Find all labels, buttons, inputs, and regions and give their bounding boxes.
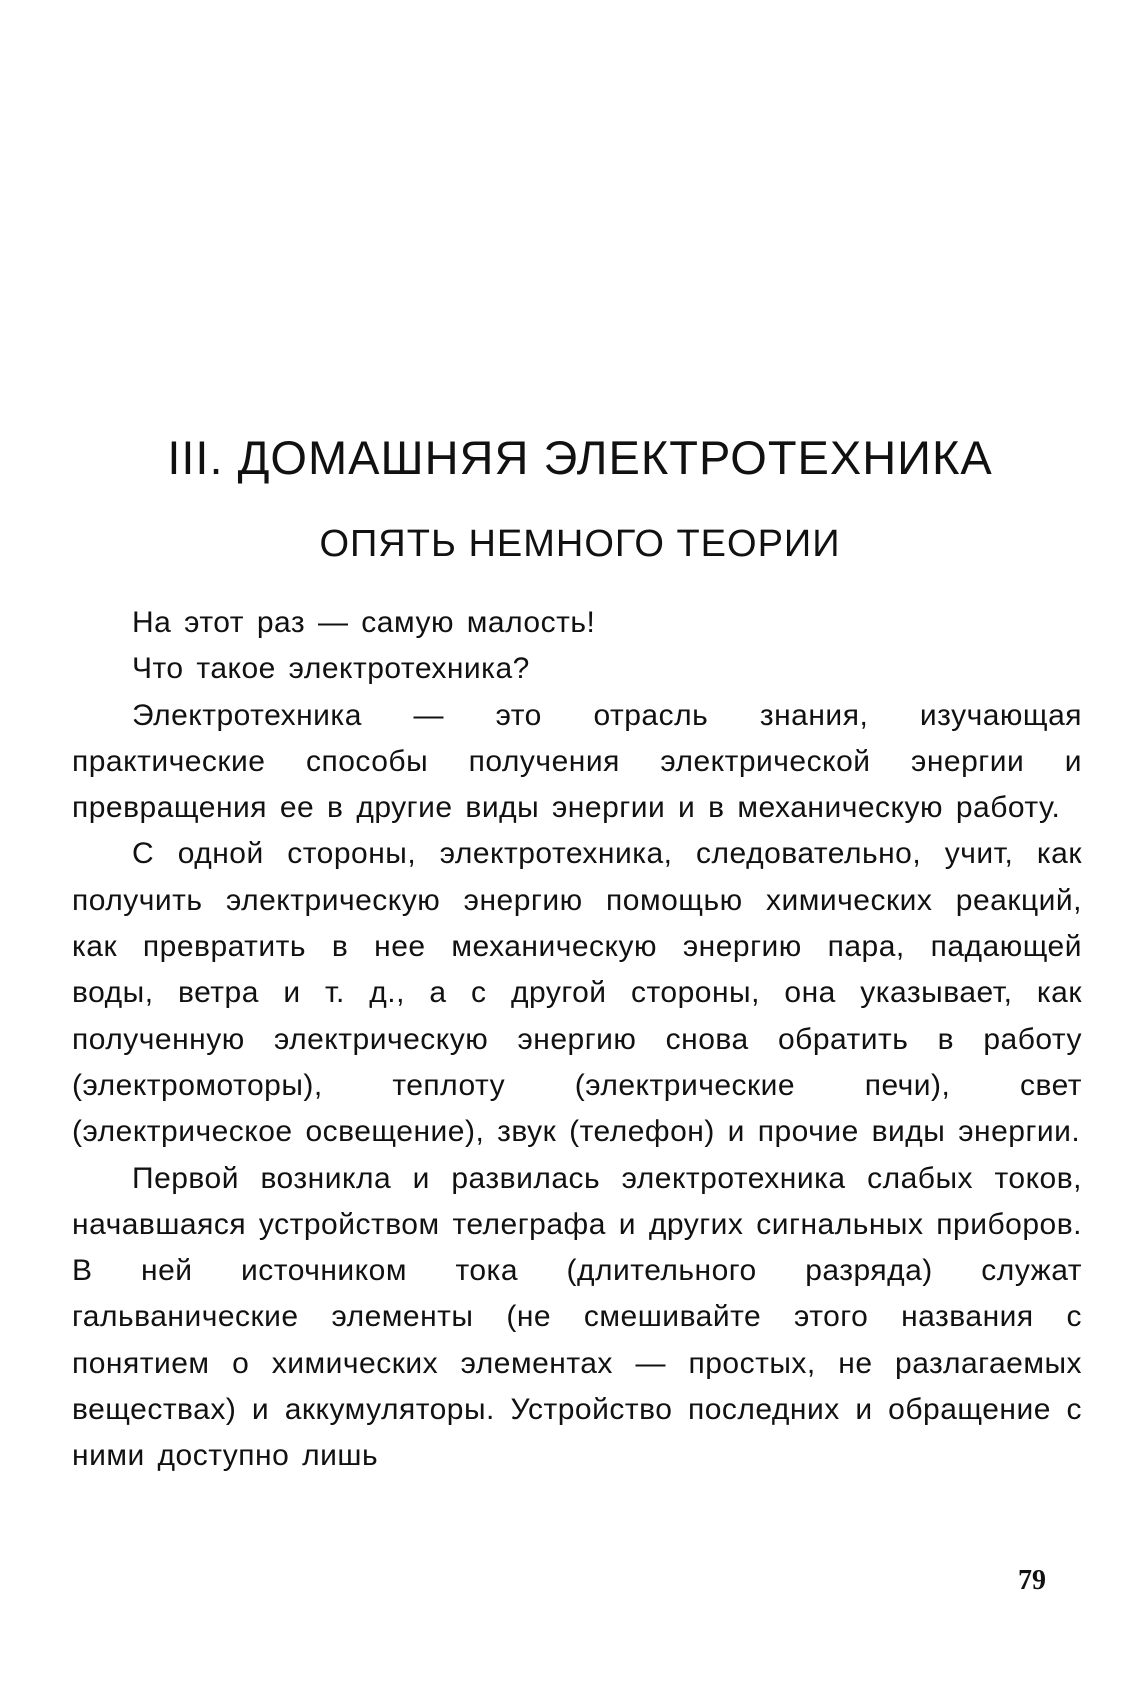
paragraph: Что такое электротехника? (132, 652, 530, 686)
paragraph: Электротехника — это отрасль знания, изучающая практические способы получения электрической энергии и превращения ее в другие виды энергии и в механическую работу. (72, 698, 1082, 825)
body-text (72, 600, 1082, 1480)
paragraph: На этот раз — самую малость! (132, 606, 596, 639)
paragraph: С одной стороны, электротехника, следовательно, учит, как получить электрическую энергию помощью химических реакций, как превратить в нее механическую энергию пара, падающей воды, ветра и т. д., а с другой стороны, она указывает, как полученную электрическую энергию снова обратить в работу (электромоторы), теплоту (электрические печи), свет (электрическое освещение), звук (телефон) и прочие виды энергии. (72, 837, 1082, 1149)
paragraph: Первой возникла и развилась электротехника слабых токов, начавшаяся устройством телеграфа и других сигнальных приборов. В ней источником тока (длительного разряда) служат гальванические элементы (не смешивайте этого названия с понятием о химических элементах — простых, не разлагаемых веществах) и аккумуляторы. Устройство последних и обращение с ними доступно лишь (72, 1161, 1082, 1473)
section-title: ОПЯТЬ НЕМНОГО ТЕОРИИ (319, 523, 841, 565)
page-number: 79 (1018, 1565, 1046, 1596)
chapter-title: III. ДОМАШНЯЯ ЭЛЕКТРОТЕХНИКА (167, 431, 993, 484)
